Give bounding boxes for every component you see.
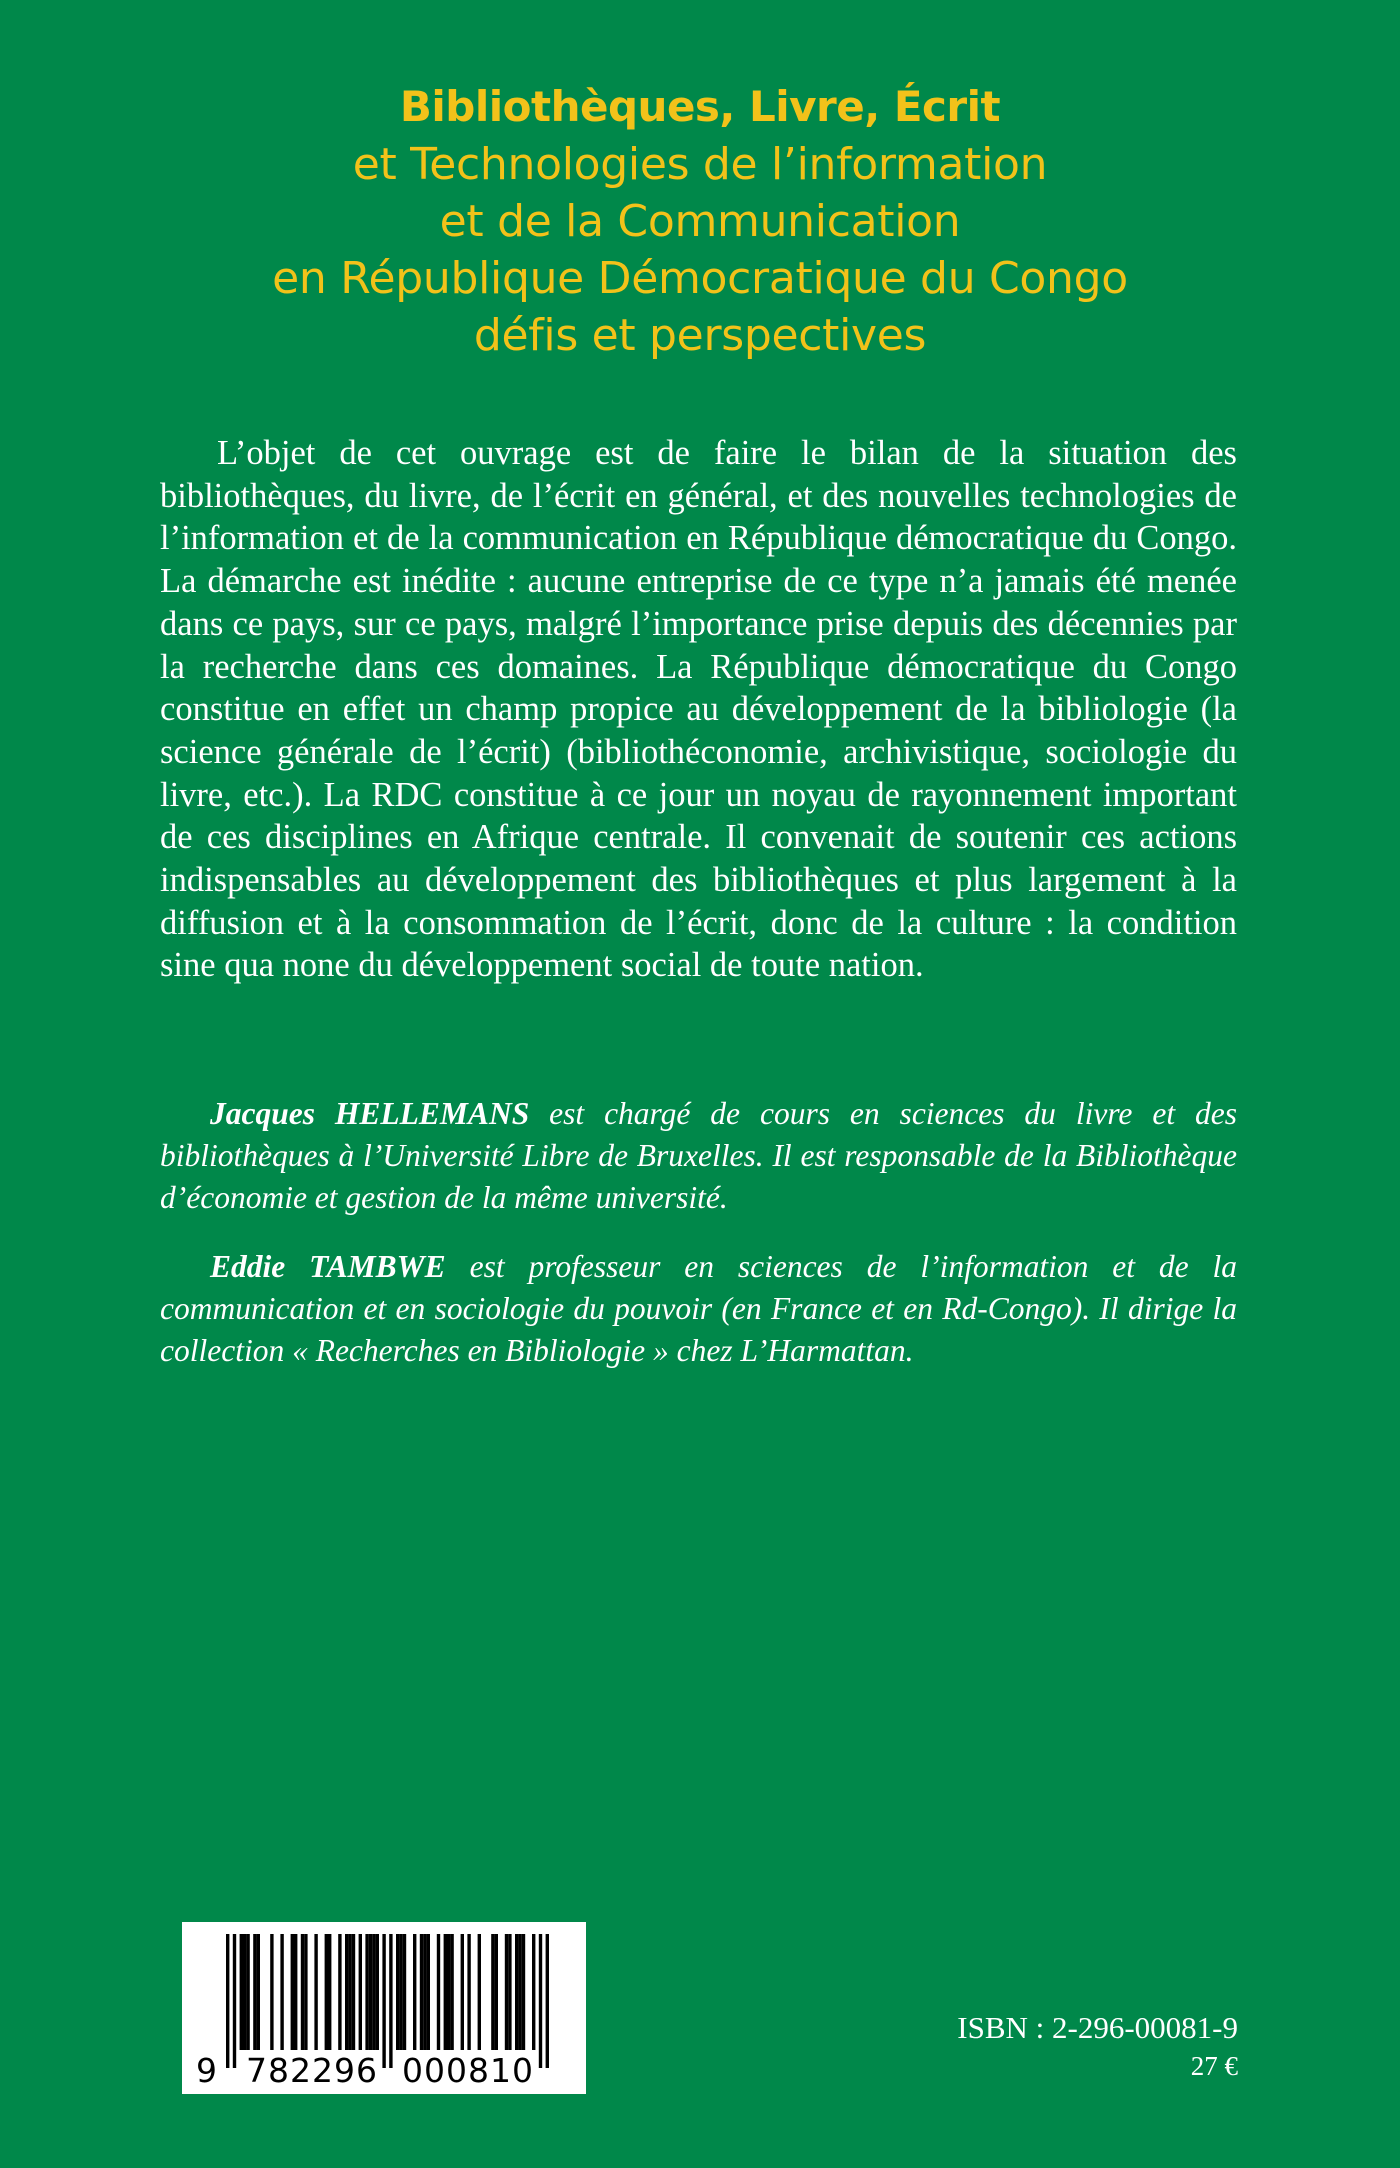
barcode-bar	[314, 1934, 317, 2050]
barcode-digit-group-left: 782296	[246, 2051, 378, 2090]
barcode-bar	[508, 1934, 511, 2050]
barcode-bar	[352, 1934, 355, 2050]
barcode-bar	[450, 1934, 453, 2050]
barcode-digits	[182, 2052, 586, 2090]
barcode-bar	[338, 1934, 341, 2050]
barcode-bar	[505, 1934, 508, 2050]
barcode-guard-bar	[546, 1934, 549, 2068]
barcode-bar	[301, 1934, 304, 2050]
barcode-guard-bar	[226, 1934, 229, 2068]
barcode-bar	[291, 1934, 294, 2050]
barcode-bar	[467, 1934, 470, 2050]
isbn-number: ISBN : 2-296-00081-9	[957, 2010, 1238, 2045]
barcode-guard-bar	[539, 1934, 542, 2068]
barcode-bar	[294, 1934, 297, 2050]
price-label: 27 €	[1190, 2051, 1238, 2081]
barcode-bar	[270, 1934, 273, 2050]
barcode-bar	[304, 1934, 307, 2050]
barcode-bar	[348, 1934, 351, 2050]
title-line-1: et Technologies de l’information	[352, 139, 1048, 190]
barcode-bar	[515, 1934, 518, 2050]
isbn-barcode	[182, 1922, 586, 2094]
barcode-digit-group-right: 000810	[402, 2051, 534, 2090]
author-name: Jacques HELLEMANS	[210, 1096, 530, 1131]
barcode-bar	[478, 1934, 481, 2050]
barcode-bar	[518, 1934, 521, 2050]
barcode-bar	[253, 1934, 256, 2050]
barcode-bar	[461, 1934, 464, 2050]
barcode-bar	[444, 1934, 447, 2050]
summary-paragraph: L’objet de cet ouvrage est de faire le bilan de la situation des bibliothèques, du livre, de l’écrit en général, et des nouvelles technologies de l’information et de la communication en République démocratique du Congo. La démarche est inédite : aucune entreprise de ce type n’a jamais été menée dans ce pays, sur ce pays, malgré l’importance prise depuis des décennies par la recherche dans ces domaines. La République démocratique du Congo constitue en effet un champ propice au développement de la bibliologie (la science générale de l’écrit) (bibliothéconomie, archivistique, sociologie du livre, etc.). La RDC constitue à ce jour un noyau de rayonnement important de ces disciplines en Afrique centrale. Il convenait de soutenir ces actions indispensables au développement des bibliothèques et plus largement à la diffusion et à la consommation de l’écrit, donc de la culture : la condition sine qua none du développement social de toute nation.	[160, 434, 1237, 985]
barcode-bar	[376, 1934, 379, 2050]
author-bio-text: est professeur en sciences de l’information et de la communication et en sociologie du pouvoir (en France et en Rd-Congo). Il dirige la collection « Recherches en Bibliologie » chez L’Harmattan.	[160, 1249, 1238, 1368]
book-title	[100, 78, 1300, 364]
barcode-bar	[420, 1934, 423, 2050]
title-line-2: et de la Communication	[439, 196, 961, 247]
barcode-bar	[423, 1934, 426, 2050]
barcode-bar	[345, 1934, 348, 2050]
barcode-bar	[372, 1934, 375, 2050]
barcode-bar	[359, 1934, 362, 2050]
barcode-bar	[243, 1934, 246, 2050]
barcode-bar	[532, 1934, 535, 2050]
author-bio-text: est chargé de cours en sciences du livre et des bibliothèques à l’Université Libre de Bruxelles. Il est responsable de la Bibliothèque d’économie et gestion de la même université.	[160, 1096, 1237, 1215]
author-name: Eddie TAMBWE	[210, 1249, 446, 1284]
barcode-bar	[328, 1934, 331, 2050]
barcode-lead-digit: 9	[196, 2051, 218, 2090]
barcode-guard-bar	[389, 1934, 392, 2068]
barcode-bar	[325, 1934, 328, 2050]
book-summary	[160, 432, 1237, 987]
barcode-bar	[365, 1934, 368, 2050]
title-line-3: en République Démocratique du Congo	[272, 253, 1128, 304]
barcode-bar	[522, 1934, 525, 2050]
title-line-4: défis et perspectives	[473, 310, 927, 361]
barcode-bar	[280, 1934, 283, 2050]
author-bio-hellemans	[160, 1093, 1237, 1219]
barcode-bar	[495, 1934, 498, 2050]
author-bio-tambwe	[160, 1246, 1237, 1372]
barcode-bar	[399, 1934, 402, 2050]
barcode-bar	[413, 1934, 416, 2050]
barcode-bar	[427, 1934, 430, 2050]
barcode-bar	[240, 1934, 243, 2050]
barcode-bar	[369, 1934, 372, 2050]
barcode-bar	[437, 1934, 440, 2050]
barcode-guard-bar	[233, 1934, 236, 2068]
barcode-bar	[491, 1934, 494, 2050]
title-main-line: Bibliothèques, Livre, Écrit	[399, 82, 1001, 131]
barcode-guard-bar	[382, 1934, 385, 2068]
barcode-bar	[403, 1934, 406, 2050]
barcode-bar	[447, 1934, 450, 2050]
barcode-bar	[246, 1934, 249, 2050]
barcode-bar	[396, 1934, 399, 2050]
barcode-bar	[257, 1934, 260, 2050]
